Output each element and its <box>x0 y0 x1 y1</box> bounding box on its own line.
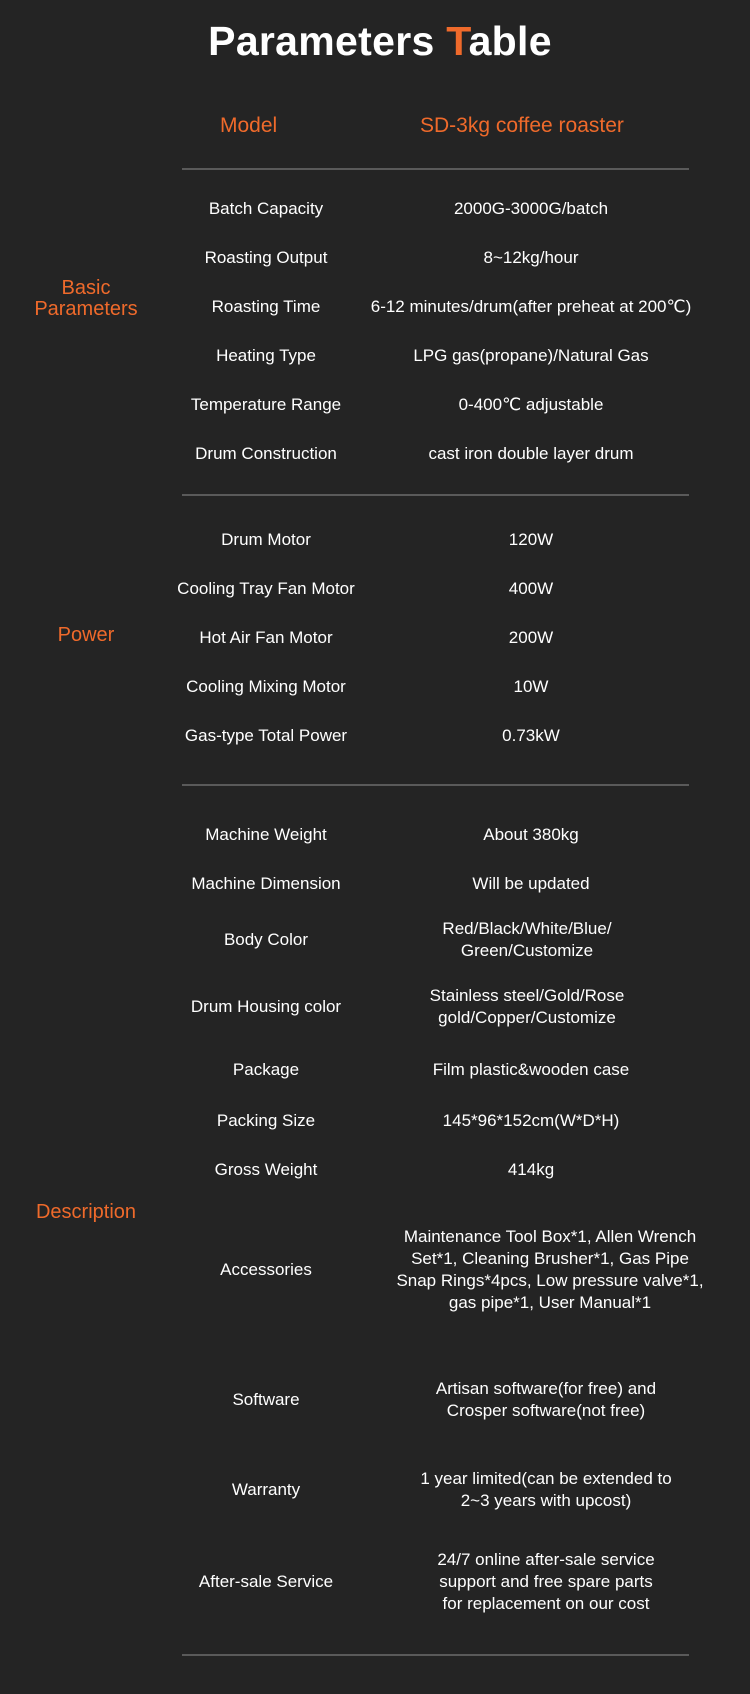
param-value: 414kg <box>507 1160 555 1179</box>
param-value: 24/7 online after-sale service support and free spare parts for replacement on our cost <box>437 1550 655 1613</box>
param-name: Gross Weight <box>214 1160 318 1179</box>
param-name: Temperature Range <box>190 395 342 414</box>
table-row <box>0 439 750 469</box>
param-value: 145*96*152cm(W*D*H) <box>442 1111 620 1130</box>
param-name: Body Color <box>223 930 309 949</box>
table-row <box>0 1106 750 1136</box>
param-value: 120W <box>508 530 554 549</box>
param-value: 8~12kg/hour <box>483 248 579 267</box>
param-value: 10W <box>513 677 549 696</box>
table-row <box>0 1546 750 1618</box>
param-value: LPG gas(propane)/Natural Gas <box>413 346 649 365</box>
table-row <box>0 194 750 224</box>
section-label-power: Power <box>57 624 115 646</box>
table-row <box>0 1155 750 1185</box>
param-name: Software <box>232 1390 300 1409</box>
title-rest: able <box>468 18 552 64</box>
table-row <box>0 869 750 899</box>
param-value: 200W <box>508 628 554 647</box>
param-value: 2000G-3000G/batch <box>453 199 609 218</box>
param-name: Batch Capacity <box>208 199 324 218</box>
param-value: cast iron double layer drum <box>428 444 634 463</box>
param-value: 0-400℃ adjustable <box>458 395 604 414</box>
table-row <box>0 243 750 273</box>
table-row <box>0 1222 750 1318</box>
param-value: Maintenance Tool Box*1, Allen Wrench Set*1, Cleaning Brusher*1, Gas Pipe Snap Rings*4pcs, Low pressure valve*1, gas pipe*1, User Manual*1 <box>396 1227 704 1312</box>
param-value: Will be updated <box>472 874 590 893</box>
param-name: Accessories <box>220 1260 312 1279</box>
param-name: Machine Weight <box>205 825 327 844</box>
param-value: About 380kg <box>483 825 579 844</box>
param-value: 400W <box>508 579 554 598</box>
param-name: Packing Size <box>216 1111 316 1130</box>
param-name: Warranty <box>231 1480 301 1499</box>
param-value: 1 year limited(can be extended to 2~3 years with upcost) <box>420 1469 672 1510</box>
param-value: Red/Black/White/Blue/ Green/Customize <box>442 919 612 960</box>
section-label-basic-parameters: Basic Parameters <box>34 277 138 320</box>
param-name: Package <box>232 1060 300 1079</box>
param-name: Roasting Time <box>211 297 321 316</box>
title-accent-letter: T <box>446 18 469 64</box>
table-row <box>0 1055 750 1085</box>
model-label: Model <box>220 114 278 137</box>
param-name: Gas-type Total Power <box>184 726 348 745</box>
param-value: 6-12 minutes/drum(after preheat at 200℃) <box>370 297 692 316</box>
param-name: Roasting Output <box>204 248 328 267</box>
page-title <box>0 18 750 65</box>
param-value: Stainless steel/Gold/Rose gold/Copper/Customize <box>429 986 625 1027</box>
param-value: Artisan software(for free) and Crosper software(not free) <box>435 1379 657 1420</box>
table-row <box>0 1375 750 1425</box>
table-row <box>0 623 750 653</box>
table-row <box>0 1465 750 1515</box>
param-name: Hot Air Fan Motor <box>199 628 333 647</box>
table-row <box>0 820 750 850</box>
divider <box>182 168 689 170</box>
divider <box>182 494 689 496</box>
table-row <box>0 525 750 555</box>
title-main: Parameters <box>208 18 447 64</box>
divider <box>182 784 689 786</box>
param-name: Drum Housing color <box>190 997 342 1016</box>
table-row <box>0 982 750 1032</box>
param-name: Drum Motor <box>221 530 311 549</box>
table-row <box>0 341 750 371</box>
param-name: Drum Construction <box>195 444 337 463</box>
section-label-description: Description <box>35 1201 137 1223</box>
table-row <box>0 574 750 604</box>
param-name: Cooling Mixing Motor <box>186 677 346 696</box>
table-row <box>0 915 750 965</box>
param-name: Machine Dimension <box>191 874 341 893</box>
param-name: Cooling Tray Fan Motor <box>177 579 355 598</box>
param-value: Film plastic&wooden case <box>432 1060 630 1079</box>
table-row <box>0 721 750 751</box>
table-row <box>0 390 750 420</box>
table-row <box>0 672 750 702</box>
table-row <box>0 292 750 322</box>
param-value: 0.73kW <box>502 726 560 745</box>
param-name: Heating Type <box>216 346 316 365</box>
param-name: After-sale Service <box>198 1572 334 1591</box>
model-value: SD-3kg coffee roaster <box>420 114 624 137</box>
divider <box>182 1654 689 1656</box>
